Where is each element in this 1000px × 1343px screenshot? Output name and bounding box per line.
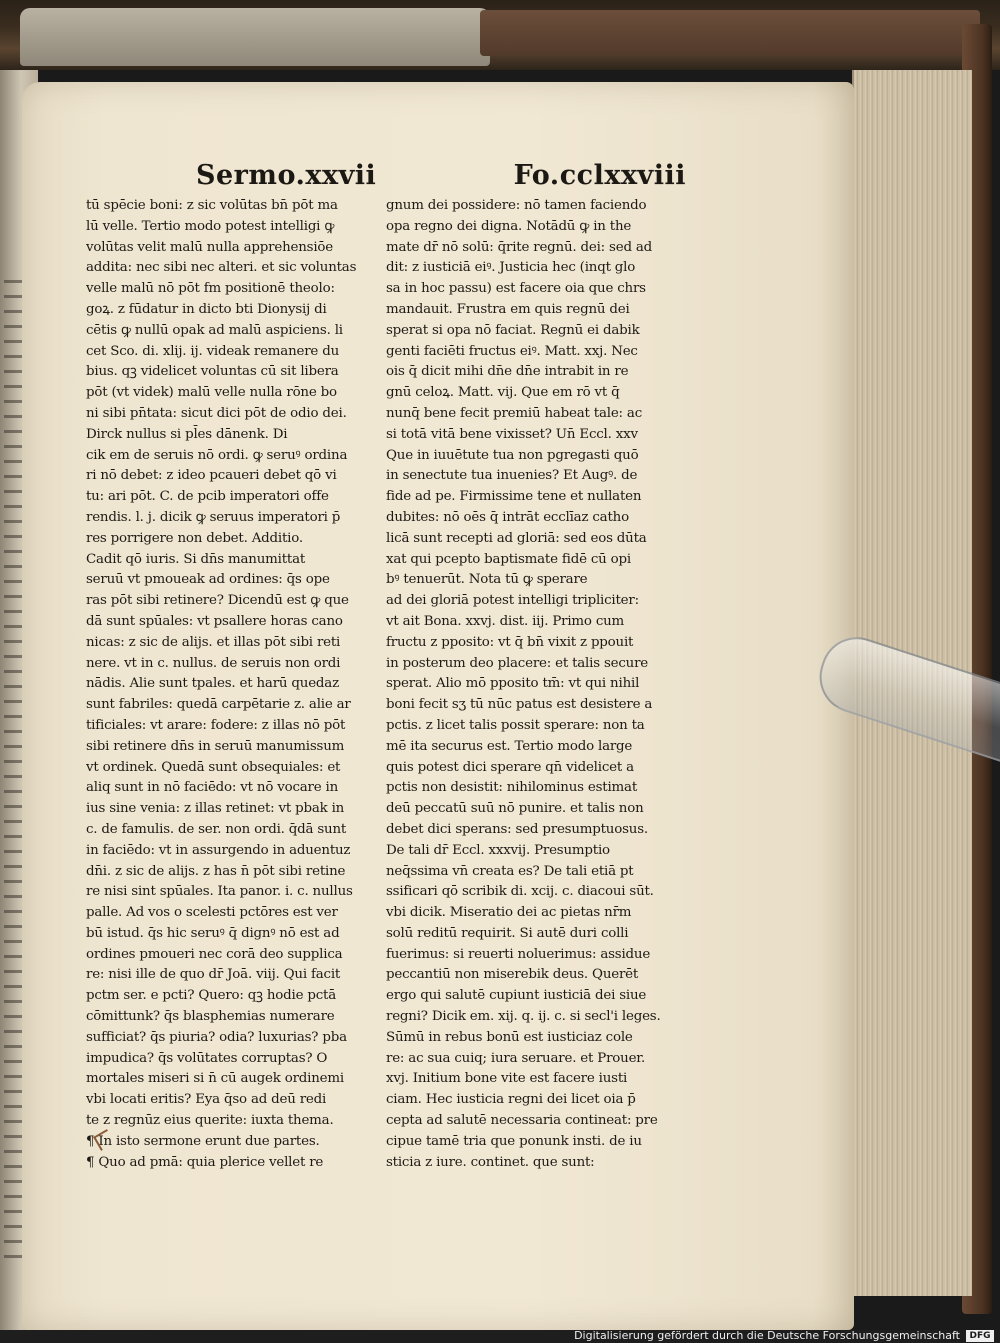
left-column-line: re: nisi ille de quo dr̄ Joā. viij. Qui facit — [86, 967, 341, 983]
right-column-line: in posterum deo placere: et talis secure — [386, 655, 648, 671]
left-column-line: aliq sunt in nō faciēdo: vt nō vocare in — [86, 780, 339, 796]
right-column-line: genti faciēti fructus eiꝰ. Matt. xxj. Nec — [386, 343, 638, 359]
left-column-line: pōt (vt videk) malū velle nulla rōne bo — [86, 385, 337, 401]
left-column-line: lū velle. Tertio modo potest intelligi ꝙ — [86, 218, 335, 234]
right-column-line: ergo qui salutē cupiunt iusticiā dei siue — [386, 988, 647, 1004]
leather-cover-edge — [480, 10, 980, 56]
right-column-line: sperat si opa nō faciat. Regnū ei dabik — [386, 322, 640, 338]
left-column-line: ¶ In isto sermone erunt due partes. — [86, 1133, 320, 1149]
left-column-line: nere. vt in c. nullus. de seruis non ordi — [86, 655, 341, 671]
left-column-line: cik em de seruis nō ordi. ꝙ seruꝰ ordina — [86, 447, 348, 463]
right-column-line: bꝰ tenuerūt. Nota tū ꝙ sperare — [386, 572, 588, 588]
left-column-line: in faciēdo: vt in assurgendo in aduentuz — [86, 842, 351, 858]
left-column-line: vbi locati eritis? Eya q̄so ad deū redi — [86, 1092, 327, 1108]
right-column-line: xvj. Initium bone vite est facere iusti — [386, 1071, 628, 1087]
right-column-line: gnū celoꝝ. Matt. vij. Que em rō vt q̄ — [386, 385, 620, 401]
book-binding-top — [0, 0, 1000, 70]
left-column-line: ri nō debet: z ideo pcaueri debet qō vi — [86, 468, 337, 484]
right-column-line: ois q̄ dicit mihi dn̄e dn̄e intrabit in re — [386, 364, 629, 380]
left-column-line: ¶ Quo ad pmā: quia plerice vellet re — [86, 1154, 324, 1170]
left-column-line: velle malū nō pōt fm positionē theolo: — [86, 281, 335, 297]
right-column-line: sticia z iure. continet. que sunt: — [386, 1154, 595, 1170]
left-column-line: bius. qꝫ videlicet voluntas cū sit libera — [86, 364, 339, 380]
running-header — [196, 160, 686, 200]
right-column-line: Sūmū in rebus bonū est iusticiaz cole — [386, 1029, 633, 1045]
right-column-line: ciam. Hec iusticia regni dei licet oia p̄ — [386, 1092, 636, 1108]
right-column-line: mē ita securus est. Tertio modo large — [386, 738, 633, 754]
right-column-line: sa in hoc passu) est facere oia que chrs — [386, 281, 646, 297]
right-column-line: xat qui pcepto baptismate fidē cū opi — [386, 551, 631, 567]
right-column-line: cepta ad salutē necessaria contineat: pre — [386, 1113, 658, 1129]
right-text-column — [386, 196, 698, 1173]
left-column-line: te z regnūz eius querite: iuxta thema. — [86, 1113, 334, 1129]
right-column-line: debet dici sperans: sed presumptuosus. — [386, 821, 648, 837]
left-column-line: tificiales: vt arare: fodere: z illas nō pōt — [86, 717, 346, 733]
right-column-line: vt ait Bona. xxvj. dist. iij. Primo cum — [386, 613, 625, 629]
right-column-line: nunq̄ bene fecit premiū habeat tale: ac — [386, 405, 643, 421]
left-column-line: vt ordinek. Quedā sunt obsequiales: et — [86, 759, 341, 775]
right-column-line: De tali dr̄ Eccl. xxxvij. Presumptio — [386, 842, 610, 858]
left-column-line: nicas: z sic de alijs. et illas pōt sibi reti — [86, 634, 341, 650]
right-column-line: ad dei gloriā potest intelligi tripliciter: — [386, 593, 639, 609]
left-column-line: volūtas velit malū nulla apprehensiōe — [86, 239, 333, 255]
left-column-line: Cadit qō iuris. Si dn̄s manumittat — [86, 551, 306, 567]
left-column-line: ordines pmoueri nec corā deo supplica — [86, 946, 343, 962]
right-column-line: si totā vitā bene vixisset? Un̄ Eccl. xxv — [386, 426, 638, 442]
left-column-line: bū istud. q̄s hic seruꝰ q̄ dignꝰ nō est ad — [86, 925, 340, 941]
left-column-line: sunt fabriles: quedā carpētarie z. alie ar — [86, 697, 351, 713]
left-column-line: c. de famulis. de ser. non ordi. q̄dā sunt — [86, 821, 347, 837]
left-column-line: ni sibi pn̄tata: sicut dici pōt de odio dei. — [86, 405, 347, 421]
right-column-line: Que in iuuētute tua non pgregasti quō — [386, 447, 639, 463]
right-column-line: neq̄ssima vn̄ creata es? De tali etiā pt — [386, 863, 634, 879]
left-column-line: palle. Ad vos o scelesti pctōres est ver — [86, 905, 338, 921]
left-column-line: dā sunt spūales: vt psallere horas cano — [86, 613, 343, 629]
right-column-line: sperat. Alio mō pposito tm̄: vt qui nihil — [386, 676, 640, 692]
right-column-line: solū reditū requirit. Si autē duri colli — [386, 925, 629, 941]
right-column-line: fuerimus: si reuerti noluerimus: assidue — [386, 946, 651, 962]
left-column-line: res porrigere non debet. Additio. — [86, 530, 303, 546]
gray-cover-edge — [20, 8, 490, 66]
right-column-line: boni fecit sʒ tū nūc patus est desistere a — [386, 697, 653, 713]
left-column-line: cētis ꝙ nullū opak ad malū aspiciens. li — [86, 322, 343, 338]
left-column-line: mortales miseri si n̄ cū augek ordinemi — [86, 1071, 344, 1087]
left-column-line: pctm ser. e pcti? Quero: qꝫ hodie pctā — [86, 988, 336, 1004]
folio-number: Fo.cclxxviii — [513, 160, 686, 191]
left-column-line: sufficiat? q̄s piuria? odia? luxurias? pba — [86, 1029, 347, 1045]
left-column-line: Dirck nullus si pl̄es dānenk. Di — [86, 426, 288, 442]
right-column-line: pctis non desistit: nihilominus estimat — [386, 780, 638, 796]
right-column-line: gnum dei possidere: nō tamen faciendo — [386, 198, 647, 213]
right-column-line: cipue tamē tria que ponunk insti. de iu — [386, 1133, 642, 1149]
right-column-line: vbi dicik. Miseratio dei ac pietas nr̄m — [386, 905, 632, 921]
left-column-line: sibi retinere dn̄s in seruū manumissum — [86, 738, 345, 754]
right-column-line: mate dr̄ nō solū: q̄rite regnū. dei: sed ad — [386, 239, 653, 255]
right-column-line: in senectute tua inuenies? Et Augꝰ. de — [386, 468, 638, 484]
right-column-line: deū peccatū suū nō punire. et talis non — [386, 801, 644, 817]
left-column-line: tu: ari pōt. C. de pcib imperatori offe — [86, 489, 329, 505]
right-column-line: peccantiū non miserebik deus. Querēt — [386, 967, 639, 983]
left-column-line: tū spēcie boni: z sic volūtas bn̄ pōt ma — [86, 198, 338, 213]
right-column-line: dit: z iusticiā eiꝰ. Justicia hec (inqt glo — [386, 260, 636, 276]
right-column-line: regni? Dicik em. xij. q. ij. c. si secl'i leges. — [386, 1009, 661, 1025]
right-column-line: licā sunt recepti ad gloriā: sed eos dūta — [386, 530, 647, 546]
right-column-line: ssificari qō scribik di. xcij. c. diacoui sūt. — [386, 884, 654, 900]
sermon-number: Sermo.xxvii — [196, 160, 377, 191]
right-column-line: fructu z pposito: vt q̄ bn̄ vixit z ppouit — [386, 634, 634, 650]
left-column-line: ius sine venia: z illas retinet: vt pbak in — [86, 801, 345, 817]
left-column-line: re nisi sint spūales. Ita panor. i. c. nullus — [86, 884, 353, 900]
right-column-line: opa regno dei digna. Notādū ꝙ in the — [386, 218, 632, 234]
right-column-line: re: ac sua cuiq; iura seruare. et Prouer. — [386, 1050, 646, 1066]
right-column-line: fide ad pe. Firmissime tene et nullaten — [386, 489, 642, 505]
digitization-credit: Digitalisierung gefördert durch die Deutsche Forschungsgemeinschaft — [574, 1329, 960, 1342]
right-column-line: quis potest dici sperare qn̄ videlicet a — [386, 759, 634, 775]
right-column-line: pctis. z licet talis possit sperare: non ta — [386, 717, 645, 733]
left-column-line: ras pōt sibi retinere? Dicendū est ꝙ que — [86, 593, 349, 609]
left-column-line: dn̄i. z sic de alijs. z has n̄ pōt sibi retine — [86, 863, 346, 879]
dfg-logo: DFG — [966, 1330, 994, 1342]
right-column-line: dubites: nō oēs q̄ intrāt ecclīaz catho — [386, 509, 629, 525]
left-column-line: cōmittunk? q̄s blasphemias numerare — [86, 1009, 335, 1025]
left-column-line: nādis. Alie sunt tpales. et harū quedaz — [86, 676, 339, 692]
right-column-line: mandauit. Frustra em quis regnū dei — [386, 301, 630, 317]
left-column-line: cet Sco. di. xlij. ij. videak remanere du — [86, 343, 340, 359]
left-column-line: seruū vt pmoueak ad ordines: q̄s ope — [86, 572, 330, 588]
left-column-line: addita: nec sibi nec alteri. et sic voluntas — [86, 260, 357, 276]
left-column-line: impudica? q̄s volūtates corruptas? O — [86, 1050, 328, 1066]
left-column-line: rendis. l. j. dicik ꝙ seruus imperatori p̄ — [86, 509, 341, 525]
left-column-line: goꝝ. z fūdatur in dicto bti Dionysij di — [86, 301, 327, 317]
left-text-column — [86, 196, 386, 1173]
